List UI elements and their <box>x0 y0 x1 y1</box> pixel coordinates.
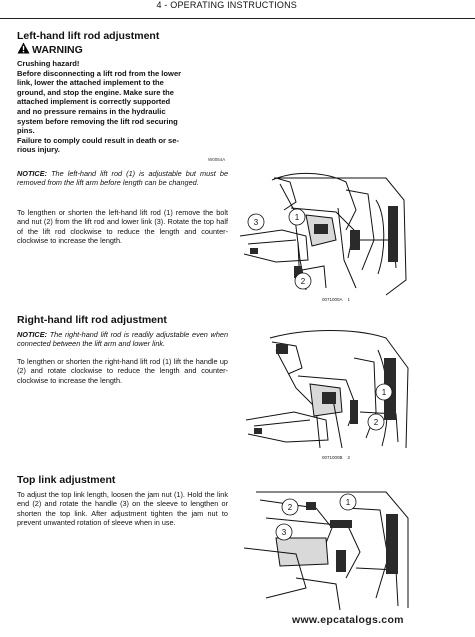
top-link-illustration <box>236 488 411 614</box>
warning-triangle-icon <box>17 41 30 59</box>
callout-3: 3 <box>281 528 287 537</box>
warning-text <box>17 59 229 155</box>
callout-1: 1 <box>381 388 387 397</box>
warning-line: Before disconnecting a lift rod from the lower <box>17 68 182 78</box>
warning-line: Failure to comply could result in death or se- <box>17 135 180 145</box>
warning-line: pins. <box>17 126 35 136</box>
warning-line: link, lower the attached implement to the <box>17 78 164 88</box>
notice-text: The left-hand lift rod (1) is adjustable but must be removed from the lift arm before length can be changed. <box>17 169 229 188</box>
watermark-url[interactable]: www.epcatalogs.com <box>292 614 404 626</box>
right-lift-rod-illustration <box>236 328 411 454</box>
warning-line: and no pressure remains in the hydraulic <box>17 106 166 116</box>
warning-code: W0054A <box>208 157 226 162</box>
warning-line: ground, and stop the engine. Make sure the <box>17 87 174 97</box>
body-left-lift-rod: To lengthen or shorten the left-hand lift rod (1) remove the bolt and nut (2) from the lift rod and lower link (3). Rotate the top half of the lift rod clockwise to reduce the length and counter-clockwise to increase the length. <box>17 208 228 246</box>
figure-code: 0071000A 1 <box>322 297 351 302</box>
notice-text: The right-hand lift rod is readily adjustable even when connected between the lift arm and lower link. <box>17 330 228 349</box>
notice-right-lift-rod <box>17 330 228 349</box>
body-right-lift-rod: To lengthen or shorten the right-hand lift rod (1) lift the handle up (2) and rotate clockwise to reduce the length and counter-clockwise to increase the length. <box>17 357 228 385</box>
warning-header <box>17 43 229 57</box>
warning-line: attached implement is correctly supported <box>17 97 171 107</box>
warning-label: WARNING <box>32 44 83 56</box>
figure-top-link <box>236 488 411 614</box>
notice-label: NOTICE: <box>17 169 47 178</box>
callout-1: 1 <box>294 213 300 222</box>
left-lift-rod-illustration <box>236 170 411 296</box>
callout-2: 2 <box>300 277 306 286</box>
figure-right-lift-rod <box>236 328 411 454</box>
callout-3: 3 <box>253 218 259 227</box>
warning-box <box>17 43 229 155</box>
notice-label: NOTICE: <box>17 330 47 339</box>
section-title-left-lift-rod: Left-hand lift rod adjustment <box>17 30 160 42</box>
notice-left-lift-rod <box>17 169 228 188</box>
figure-code: 0071000B 2 <box>322 455 351 460</box>
callout-2: 2 <box>373 418 379 427</box>
section-title-right-lift-rod: Right-hand lift rod adjustment <box>17 314 167 326</box>
warning-line: rious injury. <box>17 145 60 155</box>
body-top-link: To adjust the top link length, loosen the jam nut (1). Hold the link end (2) and rotate the handle (3) on the sleeve to lengthen or shorten the top link. After adjustment tighten the jam nut to prevent unwanted rotation of sleeve when in use. <box>17 490 228 528</box>
warning-line: system before removing the lift rod securing <box>17 116 178 126</box>
callout-1: 1 <box>345 498 351 507</box>
page-header <box>0 0 475 19</box>
header-title: 4 - OPERATING INSTRUCTIONS <box>156 0 297 10</box>
section-title-top-link: Top link adjustment <box>17 474 116 486</box>
callout-2: 2 <box>287 503 293 512</box>
warning-line: Crushing hazard! <box>17 59 80 68</box>
figure-left-lift-rod <box>236 170 411 296</box>
